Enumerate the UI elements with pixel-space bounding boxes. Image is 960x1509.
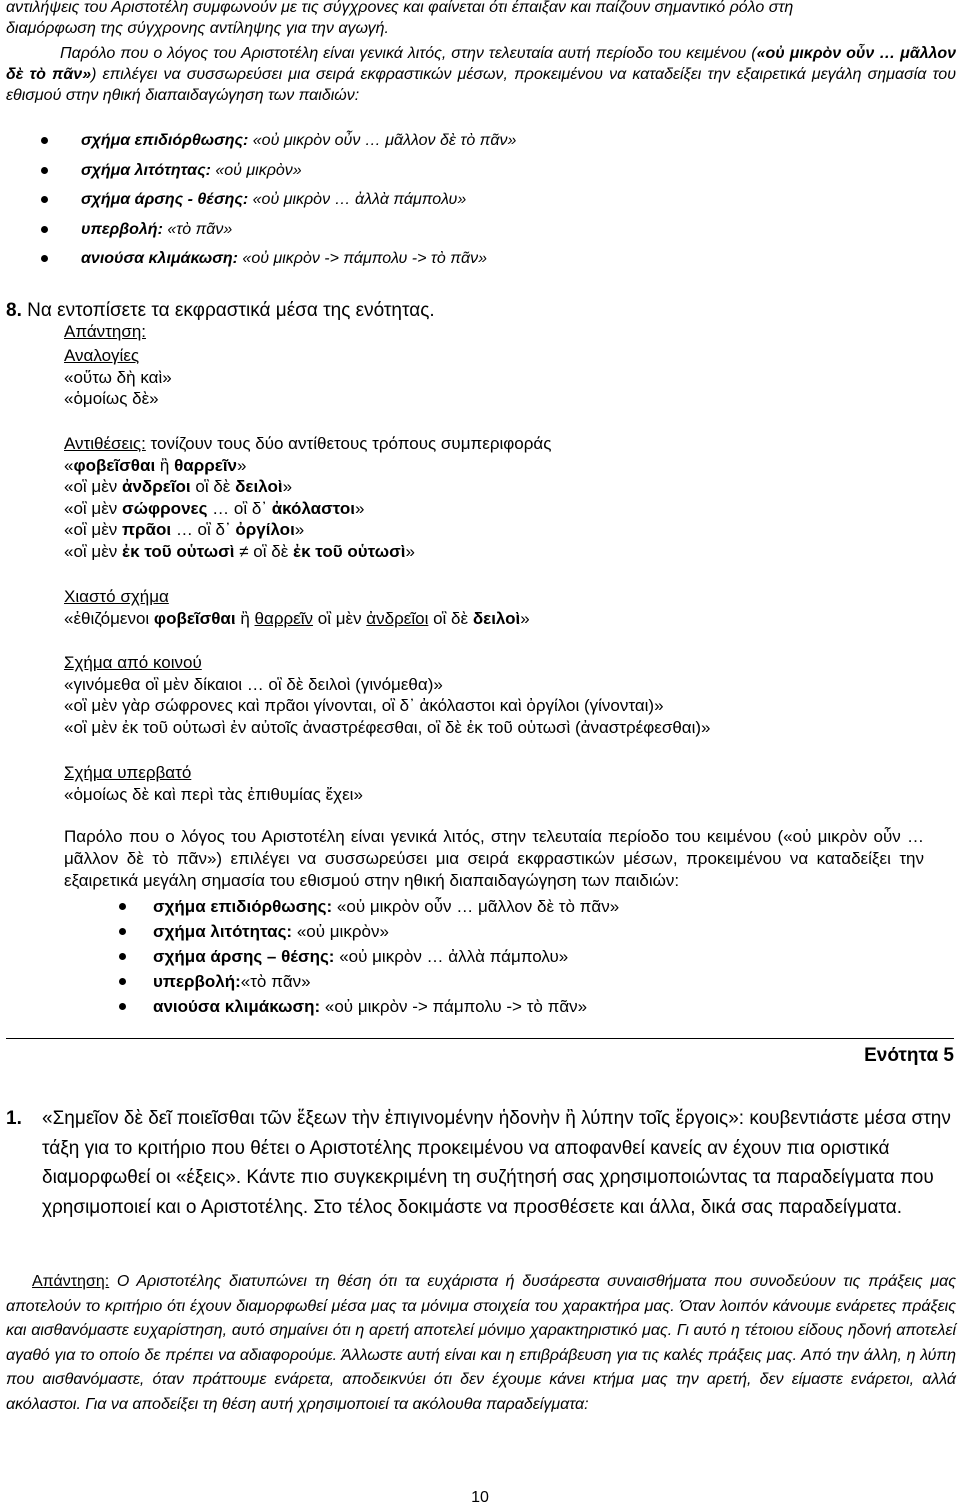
- italic-paragraph-part: ) επιλέγει να συσσωρεύσει μια σειρά εκφραστικών μέσων, προκειμένου να καταδείξει την εξαιρετικά μεγάλη σημασία του εθισμού στην ηθική διαπαιδαγώγηση των παιδιών:: [6, 66, 957, 104]
- intro-line: διαμόρφωση της σύγχρονης αντίληψης για την αγωγή.: [6, 20, 389, 37]
- list-item: [81, 156, 516, 186]
- summary-bullet-list: [153, 894, 619, 1019]
- text-line: «οἳ μὲν ἀνδρεῖοι οἳ δὲ δειλοὶ»: [64, 477, 293, 496]
- bullet-label: σχήμα επιδιόρθωσης:: [153, 897, 333, 916]
- bullet-label: σχήμα λιτότητας:: [81, 161, 211, 179]
- text-line: τονίζουν τους δύο αντίθετους τρόπους συμπεριφοράς: [145, 434, 552, 453]
- bullet-text: «οὐ μικρὸν»: [210, 161, 302, 179]
- bullet-label: υπερβολή:: [153, 972, 241, 991]
- bullet-label: σχήμα άρσης – θέσης:: [153, 947, 335, 966]
- bullet-text: «οὐ μικρὸν οὖν … μᾶλλον δὲ τὸ πᾶν»: [332, 897, 620, 916]
- section-heading: Αναλογίες: [64, 346, 140, 365]
- bullet-text: «τὸ πᾶν»: [240, 972, 311, 991]
- answer-text: Ο Αριστοτέλης διατυπώνει τη θέση ότι τα ευχάριστα ή δυσάρεστα συναισθήματα που συνοδεύουν τις πράξεις μας αποτελούν το κριτήριο ότι έχουν διαμορφωθεί μέσα μας τα μόνιμα στοιχεία του χαρακτήρα μας. Όταν λοιπόν κάνουμε ενάρετες πράξεις και αισθανόμαστε ευχαρίστηση, αυτό σημαίνει ότι η αρετή αποτελεί μόνιμο χαρακτηριστικό μας. Γι αυτό η τέτοιου είδους ηδονή αποτελεί αγαθό για το οποίο δε πρέπει να αδιαφορούμε. Άλλωστε αυτή είναι και η επιβράβευση για τις καλές πράξεις μας. Από την άλλη, η λύπη που αισθανόμαστε, όταν πράττουμε ενάρετα, αποδεικνύει ότι δεν έχουμε κάνει κτήμα μας την αρετή, δεν είμαστε ενάρετοι, αλλά ακόλαστοι. Για να αποδείξει τη θέση αυτή χρησιμοποιεί τα ακόλουθα παραδείγματα:: [6, 1273, 956, 1413]
- text-line: «οἳ μὲν σώφρονες … οἳ δ᾽ ἀκόλαστοι»: [64, 498, 365, 518]
- question-text: Να εντοπίσετε τα εκφραστικά μέσα της ενότητας.: [21, 300, 435, 321]
- list-item: [81, 215, 516, 245]
- bullet-text: «οὐ μικρὸν … ἀλλὰ πάμπολυ»: [334, 947, 569, 966]
- bullet-label: ανιούσα κλιμάκωση:: [81, 250, 238, 267]
- list-item: [153, 919, 619, 944]
- hyperbaton-block: [64, 762, 363, 805]
- section-heading: Αντιθέσεις:: [64, 434, 146, 453]
- text-line: «ἐθιζόμενοι φοβεῖσθαι ἢ θαρρεῖν οἳ μὲν ἀνδρεῖοι οἳ δὲ δειλοὶ»: [64, 608, 530, 628]
- question-8: [6, 299, 435, 323]
- section-heading: Σχήμα υπερβατό: [64, 763, 192, 782]
- bullet-text: «οὐ μικρὸν … ἀλλὰ πάμπολυ»: [248, 191, 467, 208]
- question-1: [6, 1104, 956, 1222]
- text-line: «γινόμεθα οἳ μὲν δίκαιοι … οἳ δὲ δειλοὶ (γινόμεθα)»: [64, 674, 443, 694]
- bullet-text: «οὐ μικρὸν»: [292, 922, 389, 941]
- page-number: 10: [471, 1489, 489, 1506]
- intro-line: αντιλήψεις του Αριστοτέλη συμφωνούν με τις σύγχρονες και φαίνεται ότι έπαιξαν και παίζουν σημαντικό ρόλο στη: [6, 0, 794, 16]
- antitheses-block: [64, 433, 551, 562]
- section-heading: Χιαστό σχήμα: [64, 587, 169, 606]
- italic-paragraph-quote: «οὐ μικρὸν οὖν … μᾶλλον δὲ τὸ πᾶν»: [6, 45, 956, 83]
- italic-bullet-list: [81, 126, 516, 274]
- list-item: [81, 126, 516, 156]
- question-number: 8.: [6, 300, 22, 321]
- bullet-text: «οὐ μικρὸν -> πάμπολυ -> τὸ πᾶν»: [237, 250, 487, 267]
- list-item: [153, 944, 619, 969]
- text-line: «οἳ μὲν πρᾶοι … οἳ δ᾽ ὀργίλοι»: [64, 520, 305, 539]
- question-text: «Σημεῖον δὲ δεῖ ποιεῖσθαι τῶν ἕξεων τὴν ἐπιγινομένην ἡδονὴν ἢ λύπην τοῖς ἔργοις»: κουβεντιάστε μέσα στην τάξη για το κριτήριο που θέτει ο Αριστοτέλης προκειμένου να αποφανθεί κανείς αν έχουν πια οριστικά διαμορφωθεί οι «έξεις». Κάντε πιο συγκεκριμένη τη συζήτησή σας χρησιμοποιώντας τα παραδείγματα που χρησιμοποιεί και ο Αριστοτέλης. Στο τέλος δοκιμάστε να προσθέσετε και άλλα, δικά σας παραδείγματα.: [42, 1108, 951, 1218]
- list-item: [153, 969, 619, 994]
- bullet-text: «οὐ μικρὸν -> πάμπολυ -> τὸ πᾶν»: [320, 997, 588, 1016]
- chiasm-block: [64, 586, 530, 629]
- text-line: «οἳ μὲν γὰρ σώφρονες καὶ πρᾶοι γίνονται, οἳ δ᾽ ἀκόλαστοι καὶ ὀργίλοι (γίνονται)»: [64, 696, 664, 715]
- bullet-label: σχήμα λιτότητας:: [153, 922, 293, 941]
- text-line: «ὁμοίως δὲ καὶ περὶ τὰς ἐπιθυμίας ἔχει»: [64, 784, 363, 804]
- text-line: «φοβεῖσθαι ἢ θαρρεῖν»: [64, 455, 247, 475]
- text-line: «ὁμοίως δὲ»: [64, 389, 159, 408]
- section-title: Ενότητα 5: [864, 1045, 954, 1066]
- list-item: [81, 244, 516, 274]
- answer-1: [6, 1270, 956, 1417]
- section-heading: Σχήμα από κοινού: [64, 653, 202, 672]
- bullet-label: σχήμα άρσης - θέσης:: [81, 191, 249, 208]
- intro-paragraph: [6, 0, 956, 39]
- text-line: «οὕτω δὴ καὶ»: [64, 367, 172, 387]
- text-line: «οἳ μὲν ἐκ τοῦ οὑτωσὶ ≠ οἳ δὲ ἐκ τοῦ οὑτωσὶ»: [64, 541, 415, 561]
- answer-label: Απάντηση:: [64, 322, 146, 341]
- bullet-text: «οὐ μικρὸν οὖν … μᾶλλον δὲ τὸ πᾶν»: [248, 132, 517, 149]
- section-divider: [6, 1038, 954, 1039]
- summary-paragraph: Παρόλο που ο λόγος του Αριστοτέλη είναι γενικά λιτός, στην τελευταία περίοδο του κειμένου («οὐ μικρὸν οὖν … μᾶλλον δὲ τὸ πᾶν») επιλέγει να συσσωρεύσει μια σειρά εκφραστικών μέσων, προκειμένου να καταδείξει την εξαιρετικά μεγάλη σημασία του εθισμού στην ηθική διαπαιδαγώγηση των παιδιών:: [64, 827, 924, 890]
- bullet-label: ανιούσα κλιμάκωση:: [153, 997, 321, 1016]
- text-line: «οἳ μὲν ἐκ τοῦ οὑτωσὶ ἐν αὐτοῖς ἀναστρέφεσθαι, οἳ δὲ ἐκ τοῦ οὑτωσὶ (ἀναστρέφεσθαι)»: [64, 717, 711, 737]
- italic-paragraph-part: Παρόλο που ο λόγος του Αριστοτέλη είναι γενικά λιτός, στην τελευταία αυτή περίοδο του κειμένου (: [60, 45, 757, 62]
- list-item: [153, 894, 619, 919]
- italic-paragraph: [6, 43, 956, 106]
- bullet-text: «τὸ πᾶν»: [162, 220, 233, 238]
- question-number: 1.: [6, 1108, 22, 1129]
- analogies-block: [64, 345, 172, 410]
- bullet-label: υπερβολή:: [81, 220, 163, 238]
- list-item: [153, 994, 619, 1019]
- bullet-label: σχήμα επιδιόρθωσης:: [81, 132, 249, 149]
- list-item: [81, 185, 516, 215]
- answer-label: Απάντηση:: [32, 1273, 110, 1290]
- koinou-block: [64, 652, 711, 738]
